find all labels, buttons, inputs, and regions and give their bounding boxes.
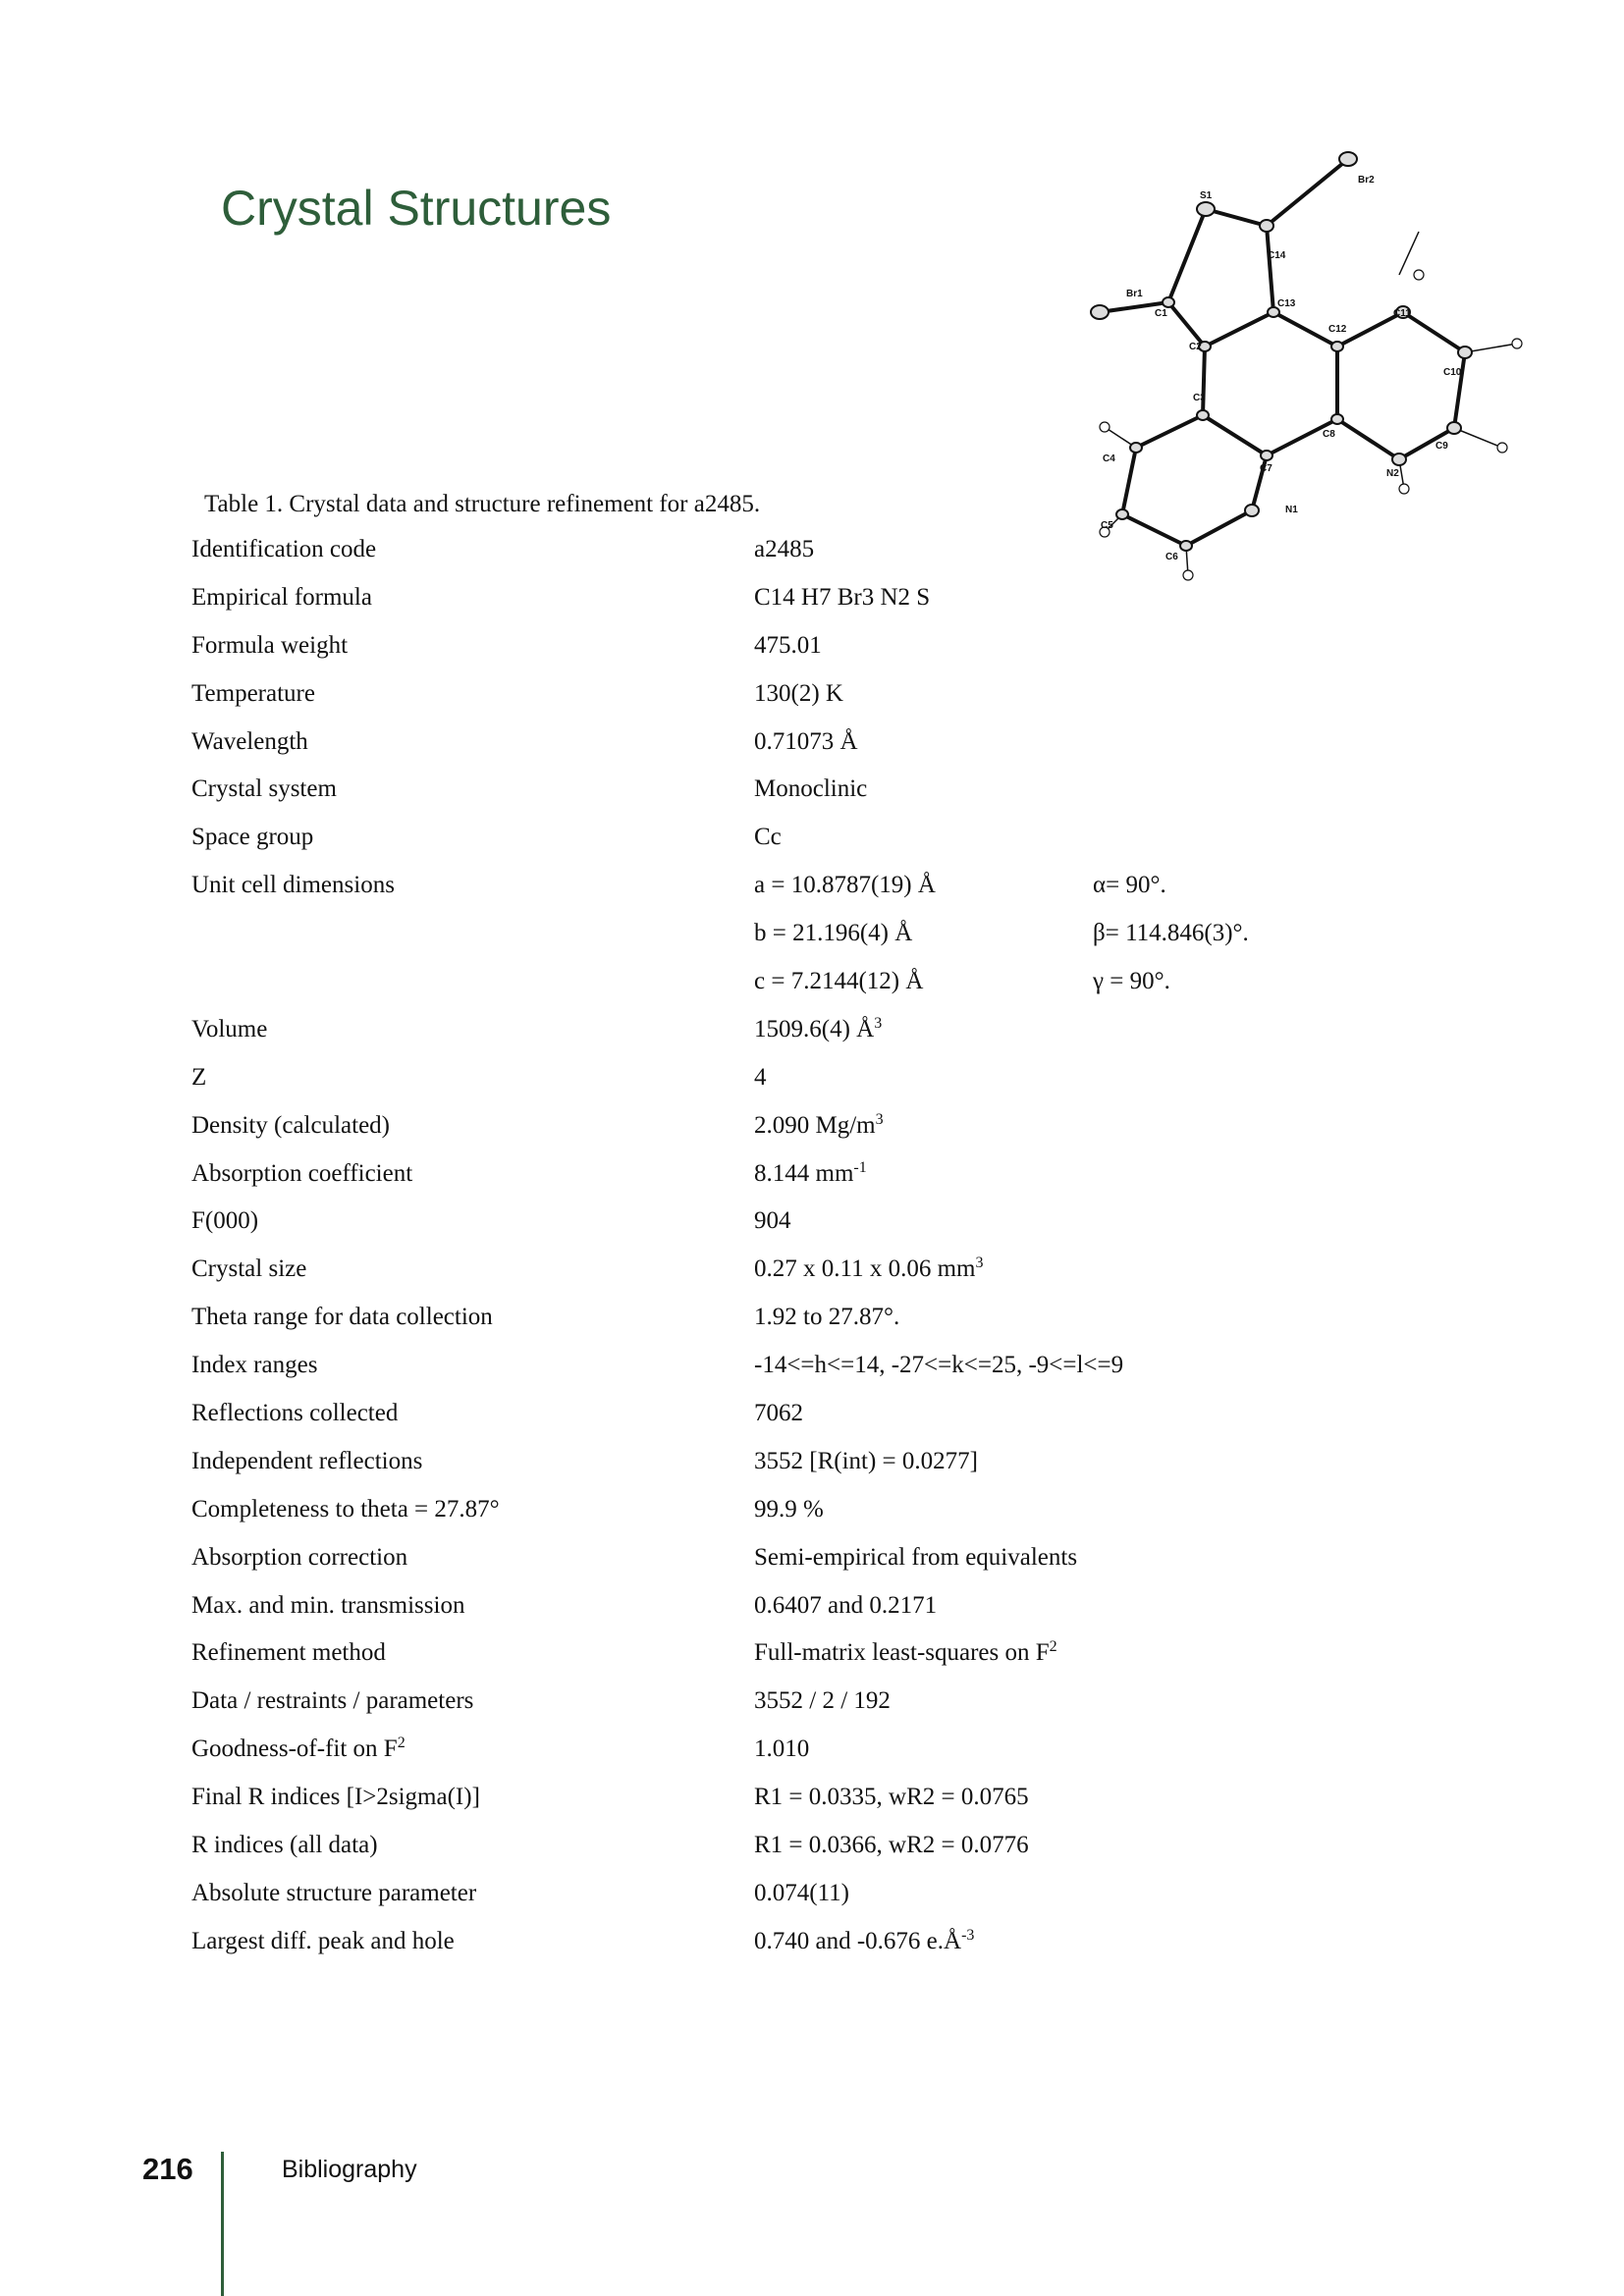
table-row — [191, 1870, 1370, 1918]
table-row — [191, 1822, 1370, 1870]
row-value: Cc — [754, 824, 782, 851]
table-row — [191, 1629, 1370, 1678]
atom-label-c6: C6 — [1165, 552, 1178, 562]
row-label: Temperature — [191, 679, 315, 707]
row-label: F(000) — [191, 1207, 259, 1235]
row-label: Crystal size — [191, 1255, 307, 1283]
row-value: 0.740 and -0.676 $e.Å^{-3}$ — [754, 1926, 975, 1954]
atom-label-br1: Br1 — [1126, 289, 1143, 299]
row-label: Absolute structure parameter — [191, 1879, 477, 1906]
row-value: 2.090 $Mg/m^3$ — [754, 1110, 884, 1139]
table-row — [191, 1390, 1370, 1438]
table-row — [191, 1294, 1370, 1342]
row-value: 0.27 x 0.11 x 0.06 $mm^3$ — [754, 1255, 984, 1283]
atom-label-c3: C3 — [1193, 393, 1206, 403]
table-row — [191, 1582, 1370, 1630]
unit-cell-row-a — [191, 862, 1370, 910]
table-row — [191, 1054, 1370, 1102]
row-label: Theta range for data collection — [191, 1304, 493, 1331]
atom-label-c4: C4 — [1103, 454, 1115, 464]
row-value: 130(2) K — [754, 679, 843, 707]
row-label: Formula weight — [191, 631, 349, 659]
table-row — [191, 1726, 1370, 1774]
table-row — [191, 1342, 1370, 1390]
row-value: 0.074(11) — [754, 1879, 849, 1906]
footer-section-title: Bibliography — [282, 2156, 417, 2183]
table-row — [191, 1006, 1370, 1054]
row-angle: γ = 90°. — [1093, 968, 1170, 995]
row-value: R1 = 0.0366, wR2 = 0.0776 — [754, 1832, 1029, 1859]
row-value: C14 H7 Br3 N2 S — [754, 583, 931, 611]
table-row — [191, 1678, 1370, 1726]
atom-label-br2: Br2 — [1358, 175, 1375, 186]
row-value: a2485 — [754, 536, 815, 562]
row-label: Reflections collected — [191, 1400, 399, 1427]
atom-label-c7: C7 — [1260, 463, 1272, 474]
row-label: R indices (all data) — [191, 1832, 378, 1859]
table-row — [191, 1198, 1370, 1246]
row-value: 1.92 to 27.87°. — [754, 1304, 900, 1331]
row-value: Full-matrix least-squares on $F^2$ — [754, 1638, 1057, 1667]
row-label: Space group — [191, 824, 314, 851]
row-label: Identification code — [191, 536, 377, 562]
row-label: Independent reflections — [191, 1447, 423, 1474]
row-value: 3552 [R(int) = 0.0277] — [754, 1447, 978, 1474]
atom-label-c2: C2 — [1189, 342, 1202, 352]
table-caption: Table 1. Crystal data and structure refinement for a2485. — [204, 491, 761, 517]
atom-label-n1: N1 — [1285, 505, 1298, 515]
atom-label-c12: C12 — [1328, 324, 1347, 335]
row-label: Goodness-of-fit on $F^2$ — [191, 1735, 406, 1763]
table-row — [191, 1486, 1370, 1534]
table-row — [191, 574, 1370, 622]
row-value: 1509.6(4) $Å^3$ — [754, 1014, 883, 1042]
row-label: Refinement method — [191, 1639, 386, 1667]
page-number: 216 — [142, 2152, 193, 2186]
row-value: 8.144 $mm^{-1}$ — [754, 1158, 867, 1187]
row-angle: α= 90°. — [1093, 872, 1166, 899]
row-value: 3552 / 2 / 192 — [754, 1687, 891, 1715]
atom-label-c9: C9 — [1435, 441, 1448, 452]
row-label: Unit cell dimensions — [191, 872, 395, 899]
row-value: b = 21.196(4) Å — [754, 920, 913, 947]
row-value: 99.9 % — [754, 1495, 824, 1522]
atom-label-n2: N2 — [1386, 468, 1399, 479]
row-label: Index ranges — [191, 1352, 318, 1379]
row-label: Wavelength — [191, 727, 308, 755]
row-value: 7062 — [754, 1400, 803, 1427]
row-label: Final R indices [I>2sigma(I)] — [191, 1784, 480, 1811]
table-row — [191, 766, 1370, 814]
row-value: 0.71073 Å — [754, 727, 858, 755]
row-value: c = 7.2144(12) Å — [754, 968, 924, 995]
table-row — [191, 1438, 1370, 1486]
table-row — [191, 1534, 1370, 1582]
row-label: Empirical formula — [191, 583, 372, 611]
table-row — [191, 1150, 1370, 1199]
row-value: R1 = 0.0335, wR2 = 0.0765 — [754, 1784, 1029, 1811]
unit-cell-row-c — [191, 958, 1370, 1006]
table-row — [191, 1774, 1370, 1822]
row-value: 1.010 — [754, 1735, 810, 1763]
row-value: 0.6407 and 0.2171 — [754, 1591, 938, 1619]
table-row — [191, 670, 1370, 719]
atom-label-c11: C11 — [1393, 308, 1411, 319]
table-row — [191, 1918, 1370, 1966]
row-label: Volume — [191, 1015, 268, 1042]
row-label: Z — [191, 1063, 207, 1091]
row-value: 475.01 — [754, 631, 822, 659]
section-heading: Crystal Structures — [221, 181, 612, 236]
row-value: -14<=h<=14, -27<=k<=25, -9<=l<=9 — [754, 1352, 1124, 1379]
table-row — [191, 719, 1370, 767]
row-label: Density (calculated) — [191, 1111, 390, 1139]
crystal-data-table — [191, 526, 1370, 1966]
row-label: Data / restraints / parameters — [191, 1687, 474, 1715]
atom-label-c14: C14 — [1268, 250, 1286, 261]
table-row — [191, 622, 1370, 670]
atom-label-s1: S1 — [1200, 190, 1213, 201]
table-row — [191, 814, 1370, 862]
footer-divider — [221, 2152, 224, 2296]
table-row — [191, 526, 1370, 574]
table-row — [191, 1102, 1370, 1150]
row-label: Crystal system — [191, 775, 337, 803]
atom-label-c13: C13 — [1277, 298, 1296, 309]
row-value: Monoclinic — [754, 775, 868, 803]
table-row — [191, 1246, 1370, 1294]
row-label: Max. and min. transmission — [191, 1591, 465, 1619]
row-label: Largest diff. peak and hole — [191, 1927, 455, 1954]
row-value: Semi-empirical from equivalents — [754, 1543, 1078, 1571]
atom-label-c1: C1 — [1155, 308, 1167, 319]
row-label: Absorption correction — [191, 1543, 408, 1571]
atom-label-c5: C5 — [1101, 520, 1113, 531]
atom-label-c8: C8 — [1323, 429, 1335, 440]
unit-cell-row-b — [191, 910, 1370, 958]
row-angle: β= 114.846(3)°. — [1093, 920, 1249, 947]
row-label: Completeness to theta = 27.87° — [191, 1495, 500, 1522]
row-value: a = 10.8787(19) Å — [754, 872, 936, 899]
row-value: 4 — [754, 1063, 767, 1091]
atom-label-c10: C10 — [1443, 367, 1462, 378]
row-label: Absorption coefficient — [191, 1159, 413, 1187]
row-value: 904 — [754, 1207, 791, 1235]
